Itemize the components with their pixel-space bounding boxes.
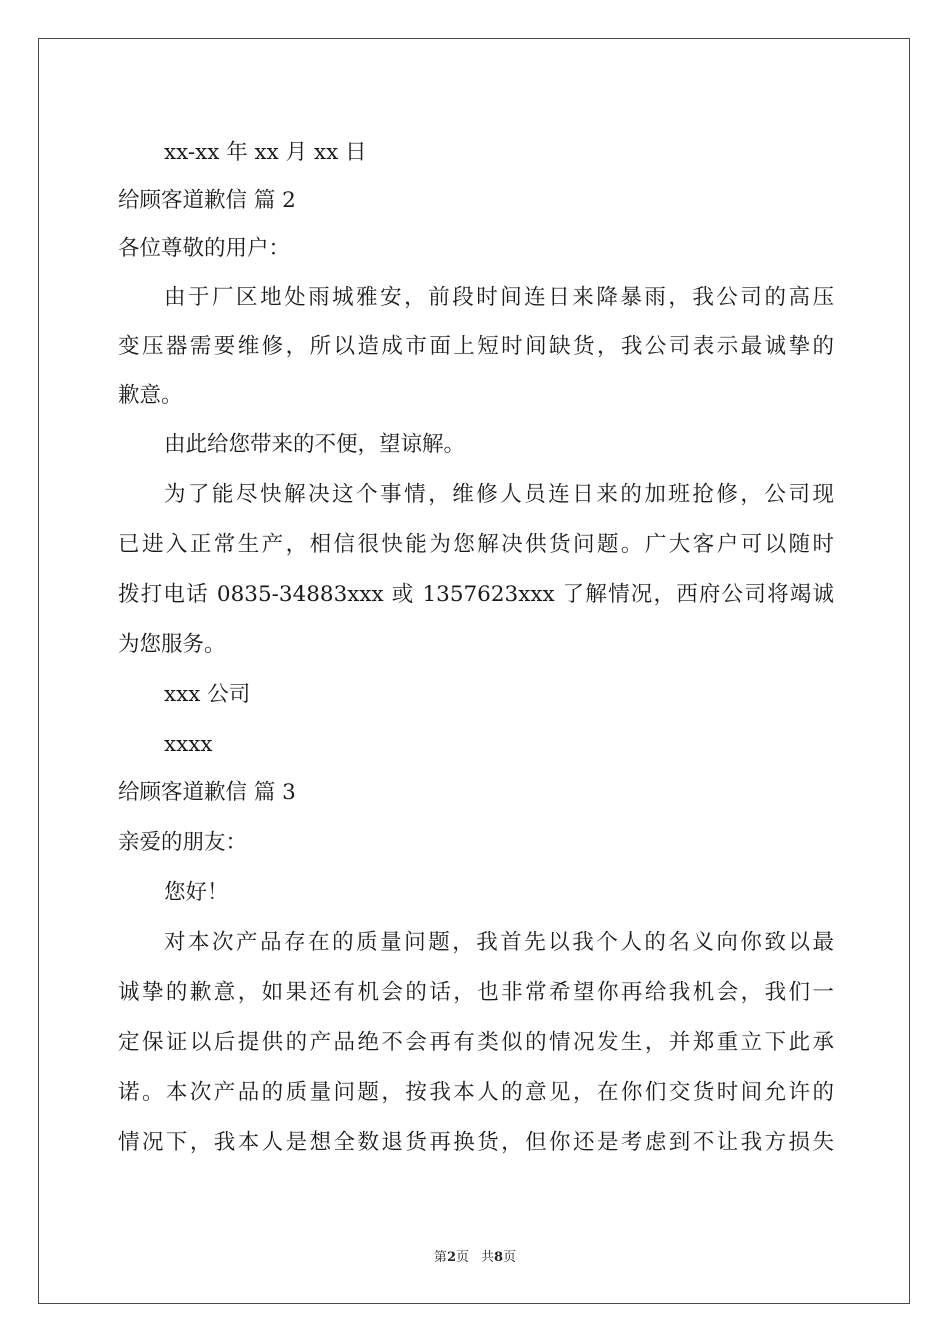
- text-line: xx-xx 年 xx 月 xx 日: [164, 140, 367, 165]
- signature-date: xxxx: [164, 732, 213, 757]
- paragraph-line: 诚挚的歉意，如果还有机会的话，也非常希望你再给我机会，我们一: [118, 980, 834, 1005]
- page-total: 8: [494, 1250, 504, 1265]
- paragraph-line: 情况下，我本人是想全数退货再换货，但你还是考虑到不让我方损失: [118, 1130, 834, 1155]
- page-prefix: 第: [433, 1250, 447, 1265]
- signature-company: xxx 公司: [164, 682, 251, 707]
- paragraph-line: 拨打电话 0835-34883xxx 或 1357623xxx 了解情况，西府公司将竭诚: [118, 582, 834, 607]
- paragraph-line: 歉意。: [118, 383, 183, 408]
- section-heading: 给顾客道歉信 篇 2: [118, 188, 296, 213]
- page-footer: [0, 1246, 950, 1265]
- salutation: 亲爱的朋友：: [118, 830, 248, 855]
- paragraph-line: 定保证以后提供的产品绝不会再有类似的情况发生，并郑重立下此承: [118, 1030, 834, 1055]
- paragraph-line: 为了能尽快解决这个事情，维修人员连日来的加班抢修，公司现: [164, 482, 834, 507]
- page-suffix: 页: [455, 1250, 469, 1265]
- paragraph-line: 由此给您带来的不便，望谅解。: [164, 432, 466, 457]
- paragraph-line: 已进入正常生产，相信很快能为您解决供货问题。广大客户可以随时: [118, 532, 834, 557]
- salutation: 各位尊敬的用户：: [118, 236, 291, 261]
- paragraph-line: 对本次产品存在的质量问题，我首先以我个人的名义向你致以最: [164, 930, 834, 955]
- paragraph-line: 由于厂区地处雨城雅安，前段时间连日来降暴雨，我公司的高压: [164, 285, 834, 310]
- paragraph-line: 变压器需要维修，所以造成市面上短时间缺货，我公司表示最诚挚的: [118, 334, 834, 359]
- page-current: 2: [446, 1250, 456, 1265]
- greeting: 您好！: [164, 880, 229, 905]
- total-suffix: 页: [503, 1250, 517, 1265]
- section-heading: 给顾客道歉信 篇 3: [118, 780, 296, 805]
- page-border: [38, 38, 910, 1304]
- paragraph-line: 为您服务。: [118, 632, 226, 657]
- paragraph-line: 诺。本次产品的质量问题，按我本人的意见，在你们交货时间允许的: [118, 1080, 834, 1105]
- total-prefix: 共: [481, 1250, 495, 1265]
